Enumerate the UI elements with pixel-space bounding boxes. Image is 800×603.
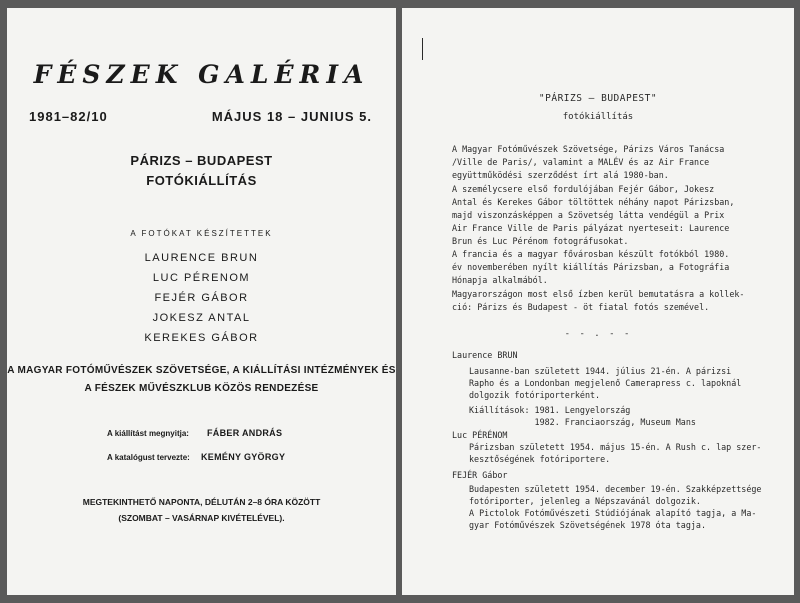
body-text-line: A Magyar Fotóművészek Szövetsége, Párizs Város Tanácsa xyxy=(452,144,725,154)
bio-line: kesztőségének fotóriportere. xyxy=(469,454,611,464)
catalogue-designer-label: A katalógust tervezte: xyxy=(107,453,190,462)
catalogue-number: 1981–82/10 xyxy=(29,109,108,124)
gallery-title: FÉSZEK GALÉRIA xyxy=(33,60,370,89)
bio-line: Kiállítások: 1981. Lengyelország xyxy=(469,405,631,415)
body-text-line: /Ville de Paris/, valamint a MALÉV és az Air France xyxy=(452,157,710,167)
body-text-line: A személycsere első fordulójában Fejér Gábor, Jokesz xyxy=(452,184,715,194)
opening-hours-line-2: (SZOMBAT – VASÁRNAP KIVÉTELÉVEL). xyxy=(118,513,285,523)
body-text-line: majd viszonzásképpen a Szövetség látta vendégül a Prix xyxy=(452,210,725,220)
photographer-name: LUC PÉRENOM xyxy=(152,272,251,284)
bio-name: FEJÉR Gábor xyxy=(452,470,508,480)
photographer-name: JOKESZ ANTAL xyxy=(152,312,251,324)
opening-speaker-label: A kiállítást megnyitja: xyxy=(107,429,189,438)
photographer-name: KEREKES GÁBOR xyxy=(144,332,259,344)
bio-line: Rapho és a Londonban megjelenő Camerapress c. lapoknál xyxy=(469,378,742,388)
photos-by-label: A FOTÓKAT KÉSZÍTETTEK xyxy=(130,229,273,238)
opening-speaker-name: FÁBER ANDRÁS xyxy=(207,428,283,438)
section-separator: - - . - - xyxy=(564,329,632,339)
body-text-line: Magyarországon most első ízben kerül bemutatásra a kollek- xyxy=(452,289,745,299)
body-text-line: A francia és a magyar fővárosban készült fotókból 1980. xyxy=(452,249,730,259)
bio-line: A Pictolok Fotóművészeti Stúdiójának alapító tagja, a Ma- xyxy=(469,508,757,518)
body-text-line: év novemberében nyílt kiállítás Párizsban, a Fotográfia xyxy=(452,262,730,272)
document-subtitle: fotókiállítás xyxy=(562,112,634,122)
body-text-line: Antal és Kerekes Gábor töltöttek néhány napot Párizsban, xyxy=(452,197,735,207)
opening-hours-line-1: MEGTEKINTHETŐ NAPONTA, DÉLUTÁN 2–8 ÓRA KÖZÖTT xyxy=(82,497,321,507)
bio-line: Párizsban született 1954. május 15-én. A Rush c. lap szer- xyxy=(469,442,762,452)
bio-name: Laurence BRUN xyxy=(452,350,518,360)
body-text-line: együttműködési szerződést írt alá 1980-ban. xyxy=(452,170,669,180)
right-page xyxy=(402,8,794,595)
bio-name: Luc PÉRÉNOM xyxy=(452,430,508,440)
exhibition-title-line-1: PÁRIZS – BUDAPEST xyxy=(130,153,273,168)
bio-line: 1982. Franciaország, Museum Mans xyxy=(469,417,696,427)
bio-line: dolgozik fotóriporterként. xyxy=(469,390,601,400)
organizers-line-2: A FÉSZEK MŰVÉSZKLUB KÖZÖS RENDEZÉSE xyxy=(84,383,319,394)
photographer-name: LAURENCE BRUN xyxy=(144,252,259,264)
catalogue-designer-name: KEMÉNY GYÖRGY xyxy=(201,452,286,462)
exhibition-dates: MÁJUS 18 – JUNIUS 5. xyxy=(211,109,372,124)
document-title: "PÁRIZS – BUDAPEST" xyxy=(538,93,658,104)
bio-line: Lausanne-ban született 1944. július 21-én. A párizsi xyxy=(469,366,732,376)
left-page xyxy=(7,8,396,595)
body-text-line: Brun és Luc Pérénom fotográfusokat. xyxy=(452,236,629,246)
bio-line: gyar Fotóművészek Szövetségének 1978 óta tagja. xyxy=(469,520,706,530)
margin-mark xyxy=(422,38,423,60)
bio-line: fotóriporter, jelenleg a Népszavánál dolgozik. xyxy=(469,496,701,506)
body-text-line: Hónapja alkalmából. xyxy=(452,275,548,285)
body-text-line: ció: Párizs és Budapest - öt fiatal fotós szemével. xyxy=(452,302,710,312)
exhibition-title-line-2: FOTÓKIÁLLÍTÁS xyxy=(146,173,257,188)
photographer-name: FEJÉR GÁBOR xyxy=(154,292,249,304)
organizers-line-1: A MAGYAR FOTÓMŰVÉSZEK SZÖVETSÉGE, A KIÁLLÍTÁSI INTÉZMÉNYEK ÉS xyxy=(7,365,396,376)
bio-line: Budapesten született 1954. december 19-én. Szakképzettsége xyxy=(469,484,762,494)
body-text-line: Air France Ville de Paris pályázat nyerteseit: Laurence xyxy=(452,223,730,233)
